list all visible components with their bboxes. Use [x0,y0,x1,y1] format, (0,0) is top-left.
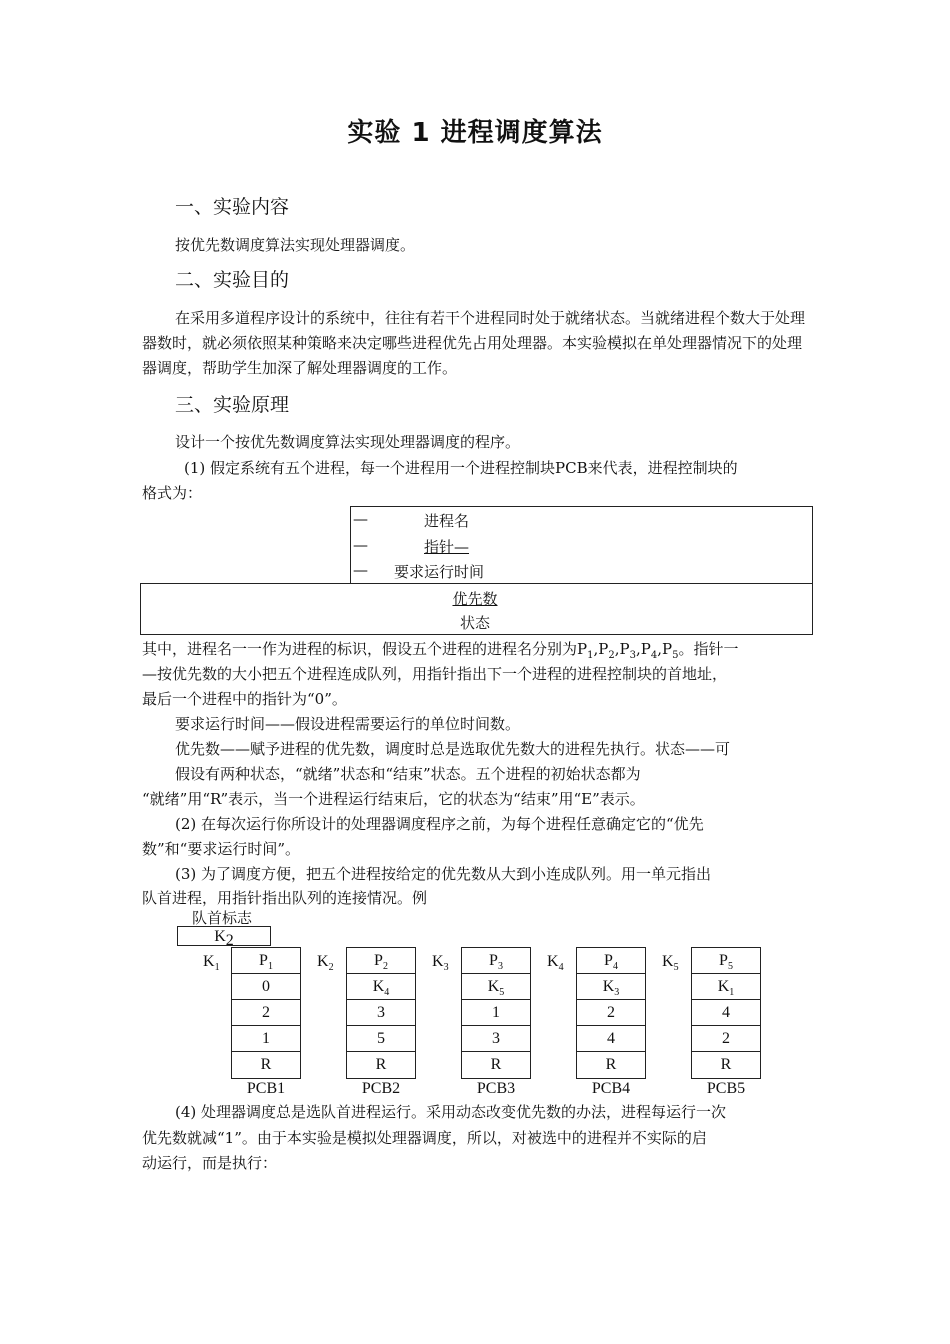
pcb-cell: 2 [692,1026,760,1052]
pcb-address-label: $K_5$ [662,953,679,974]
page-title: 实验 1 进程调度算法 [347,118,603,148]
pcb-cell: $P_2$ [347,948,415,974]
dash-mark: — [353,561,368,579]
pcb-cell: 1 [232,1026,300,1052]
principle-p1-line2: 格式为： [142,484,203,502]
pcb-cell: 2 [577,1000,645,1026]
p4-line-1: (4) 处理器调度总是选队首进程运行。采用动态改变优先数的办法，进程每运行一次 [175,1103,727,1121]
queue-head-value: K [214,928,226,945]
pcb-cell: R [260,1056,272,1073]
pcb-block [576,947,646,1079]
pcb-cell: 4 [577,1026,645,1052]
section-heading-principle: 三、实验原理 [175,394,290,416]
pcb-cell: 1 [462,1000,530,1026]
pcb-cell: 4 [692,1000,760,1026]
principle-p1-line1: (1) 假定系统有五个进程，每一个进程用一个进程控制块PCB来代表，进程控制块的 [184,459,738,477]
pcb-cell: $P_1$ [232,948,300,974]
explain-line-3: 最后一个进程中的指针为“0”。 [142,690,347,708]
section-text-purpose: 在采用多道程序设计的系统中，往往有若干个进程同时处于就绪状态。当就绪进程个数大于处理器数时，就必须依照某种策略来决定哪些进程优先占用处理器。本实验模拟在单处理器情况下的处理器调度，帮助学生加深了解处理器调度的工作。 [142,309,806,377]
pcb-field-name: 进程名 [424,512,470,530]
pcb-cell: 3 [347,1000,415,1026]
pcb-cell: $P_5$ [692,948,760,974]
p3-line-1: (3) 为了调度方便，把五个进程按给定的优先数从大到小连成队列。用一单元指出 [175,865,712,883]
pcb-cell: $K_4$ [347,974,415,1000]
pcb-cell: 2 [232,1000,300,1026]
pcb-block [461,947,531,1079]
explain-line-7: “就绪”用“R”表示，当一个进程运行结束后，它的状态为“结束”用“E”表示。 [142,790,645,808]
pcb-label: PCB4 [591,1080,631,1097]
explain-line-4: 要求运行时间——假设进程需要运行的单位时间数。 [175,715,521,733]
p2-line-2: 数”和“要求运行时间”。 [142,840,301,858]
pcb-cell: $P_4$ [577,948,645,974]
dash-mark: — [353,536,368,554]
dash-mark: — [353,510,368,528]
pcb-address-label: $K_3$ [432,953,449,974]
pcb-field-pointer: 指针— [424,538,470,556]
pcb-label: PCB5 [706,1080,746,1097]
pcb-block [346,947,416,1079]
pcb-field-priority: 优先数 [452,590,498,608]
p4-line-2: 优先数就减“1”。由于本实验是模拟处理器调度，所以，对被选中的进程并不实际的启 [142,1129,707,1147]
pcb-cell: 3 [462,1026,530,1052]
pcb-address-label: $K_2$ [317,953,334,974]
pcb-label: PCB3 [476,1080,516,1097]
pcb-cell: R [605,1056,617,1073]
queue-head-sub: 2 [225,932,234,949]
queue-head-label: 队首标志 [192,909,253,927]
explain-line-2: —按优先数的大小把五个进程连成队列，用指针指出下一个进程的进程控制块的首地址， [142,665,728,683]
pcb-cell: 0 [232,974,300,1000]
section-text-content: 按优先数调度算法实现处理器调度。 [175,236,416,254]
pcb-cell: R [375,1056,387,1073]
explain-line-5: 优先数——赋予进程的优先数，调度时总是选取优先数大的进程先执行。状态——可 [175,740,731,758]
pcb-cell: 5 [347,1026,415,1052]
pcb-address-label: $K_1$ [203,953,220,974]
pcb-cell: R [490,1056,502,1073]
p2-line-1: (2) 在每次运行你所设计的处理器调度程序之前，为每个进程任意确定它的“优先 [175,815,704,833]
pcb-cell: $P_3$ [462,948,530,974]
pcb-field-runtime: 要求运行时间 [394,563,485,581]
explain-line-1: 其中，进程名一一作为进程的标识，假设五个进程的进程名分别为$P_1,P_2,P_3,P_4,P_5$。指针一 [142,640,739,661]
pcb-label: PCB1 [246,1080,286,1097]
p3-line-2: 队首进程，用指针指出队列的连接情况。例 [142,889,428,907]
explain-line-6: 假设有两种状态，“就绪”状态和“结束”状态。五个进程的初始状态都为 [175,765,641,783]
pcb-block [691,947,761,1079]
pcb-label: PCB2 [361,1080,401,1097]
pcb-cell: $K_1$ [692,974,760,1000]
pcb-block [231,947,301,1079]
pcb-address-label: $K_4$ [547,953,564,974]
section-heading-purpose: 二、实验目的 [175,269,290,291]
pcb-cell: R [720,1056,732,1073]
principle-intro: 设计一个按优先数调度算法实现处理器调度的程序。 [175,433,521,451]
queue-head-box [177,926,271,949]
pcb-cell: $K_3$ [577,974,645,1000]
p4-line-3: 动运行，而是执行： [142,1154,278,1172]
pcb-field-status: 状态 [459,614,490,632]
section-heading-content: 一、实验内容 [175,196,290,218]
pcb-cell: $K_5$ [462,974,530,1000]
